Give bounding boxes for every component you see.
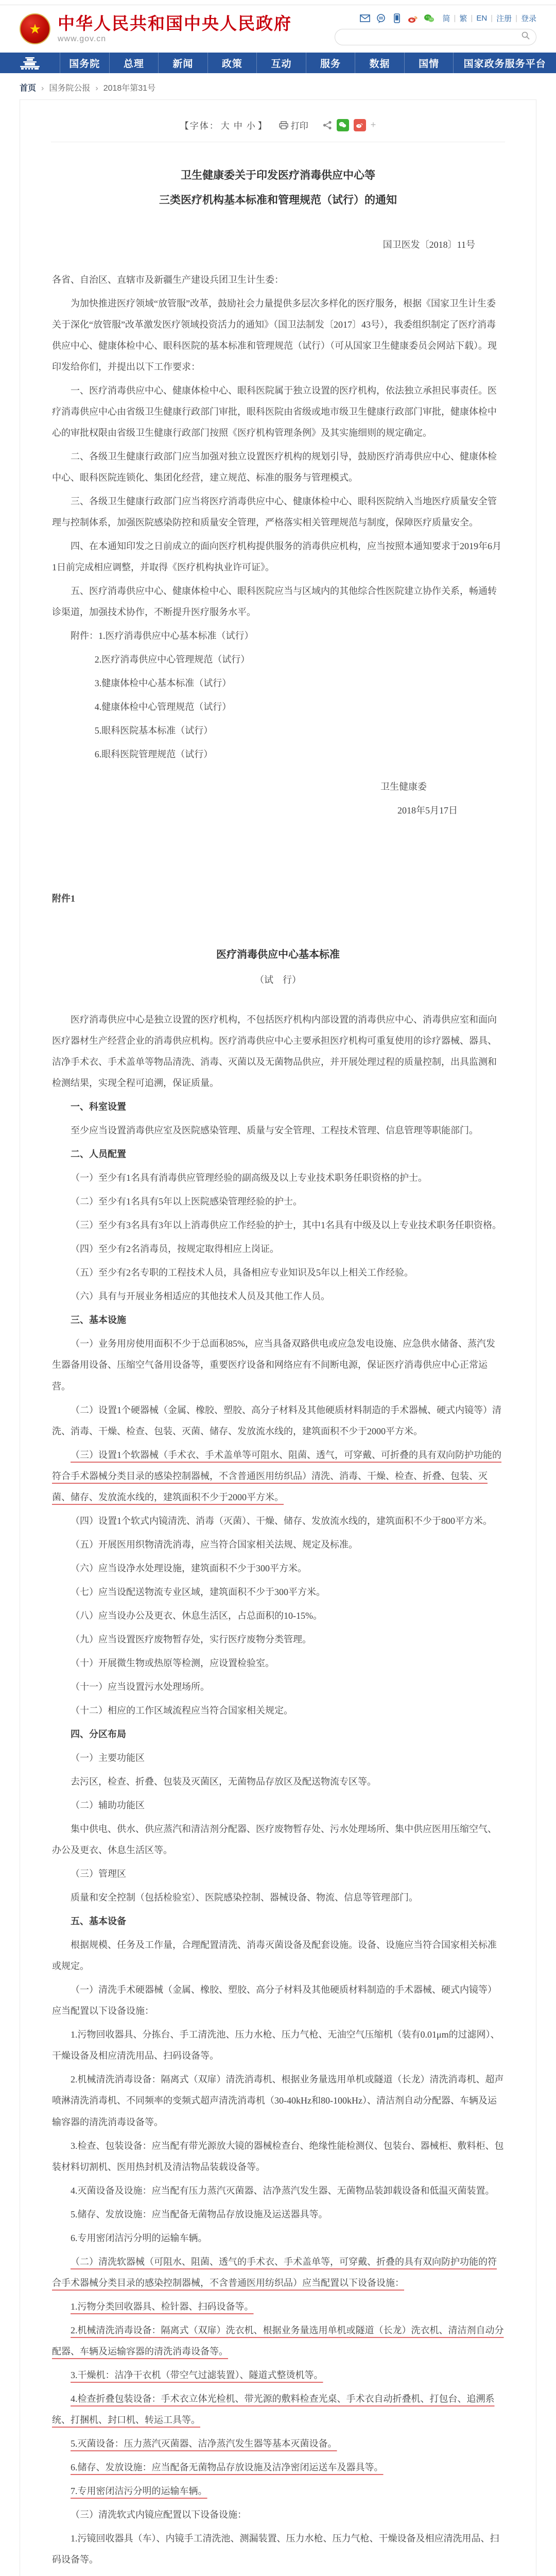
article-paragraph-67 bbox=[52, 2573, 504, 2576]
article-paragraph-45: 集中供电、供水、供应蒸汽和清洁剂分配器、医疗废物暂存处、污水处理场所、集中供应医用压缩空气、办公及更衣、休息生活区等。 bbox=[52, 1824, 497, 1856]
article-paragraph-61: 4.检查折叠包装设备：手术衣立体光检机、带光源的敷料检查光桌、手术衣自动折叠机、打包台、追溯系统、打捆机、封口机、转运工具等。 bbox=[52, 2393, 495, 2425]
article-paragraph-15: 附件1 bbox=[52, 893, 75, 904]
doc-number: 国卫医发〔2018〕11号 bbox=[383, 239, 475, 250]
article-paragraph-52: 2.机械清洗消毒设备：隔离式（双扉）清洗消毒机、根据业务量选用单机或隧道（长龙）清洗消毒机、超声喷淋清洗消毒机、不同频率的变频式超声清洗消毒机（30-40kHz和80-100kHz）、清洁剂自动分配器、车辆及运输容器的清洗消毒设备等。 bbox=[52, 2074, 504, 2127]
nav-item-3[interactable]: 政策 bbox=[207, 53, 257, 73]
article-paragraph-21: 二、人员配置 bbox=[71, 1149, 126, 1160]
article-paragraph-14: 2018年5月17日 bbox=[397, 805, 458, 816]
article-paragraph-32: （四）设置1个软式内镜清洗、消毒（灭菌）、干燥、储存、发放流水线的，建筑面积不少于800平方米。 bbox=[71, 1515, 492, 1526]
search-box[interactable] bbox=[335, 29, 536, 45]
article-paragraph-10: 4.健康体检中心管理规范（试行） bbox=[94, 702, 232, 713]
font-size-button-0[interactable]: 大 bbox=[220, 121, 231, 131]
article-paragraph-65: （三）清洗软式内镜应配置以下设备设施： bbox=[71, 2510, 247, 2520]
share-icon[interactable] bbox=[323, 121, 332, 130]
nav-item-8[interactable]: 国家政务服务平台 bbox=[453, 53, 556, 73]
lang-separator: | bbox=[454, 14, 456, 23]
article-paragraph-5: 四、在本通知印发之日前成立的面向医疗机构提供服务的消毒供应机构，应当按照本通知要求于2019年6月1日前完成相应调整，并取得《医疗机构执业许可证》。 bbox=[52, 540, 501, 572]
article-paragraph-36: （八）应当设办公及更衣、休息生活区，占总面积的10-15%。 bbox=[71, 1610, 322, 1621]
site-logo[interactable] bbox=[20, 13, 292, 44]
main-nav bbox=[0, 53, 556, 73]
share-group bbox=[323, 119, 376, 131]
article-paragraph-35: （七）应当设配送物流专业区域，建筑面积不少于300平方米。 bbox=[71, 1586, 325, 1597]
article-paragraph-30: （二）设置1个硬器械（金属、橡胶、塑胶、高分子材料及其他硬质材料制造的手术器械、硬式内镜等）清洗、消毒、干燥、检查、包装、灭菌、储存、发放流水线的，建筑面积不少于2000平方米。 bbox=[52, 1404, 501, 1436]
mobile-icon[interactable] bbox=[391, 13, 403, 24]
article-paragraph-44: （二）辅助功能区 bbox=[71, 1800, 145, 1811]
lang-separator: | bbox=[515, 14, 517, 23]
font-size-button-2[interactable]: 小 bbox=[246, 121, 256, 131]
article-paragraph-4: 三、各级卫生健康行政部门应当将医疗消毒供应中心、健康体检中心、眼科医院纳入当地医疗质量安全管理与控制体系，加强医院感染防控和质量安全管理，严格落实相关管理规范与制度，保障医疗质量安全。 bbox=[52, 496, 497, 528]
more-share-button[interactable]: + bbox=[370, 120, 376, 130]
lang-separator: | bbox=[491, 14, 493, 23]
doc-body bbox=[52, 269, 504, 2576]
article-paragraph-25: （四）至少有2名消毒员，按规定取得相应上岗证。 bbox=[71, 1244, 279, 1255]
breadcrumb bbox=[0, 73, 556, 99]
article-paragraph-48: 五、基本设备 bbox=[71, 1916, 126, 1927]
article-paragraph-40: （十二）相应的工作区域流程应当符合国家相关规定。 bbox=[71, 1705, 293, 1716]
font-size-button-1[interactable]: 中 bbox=[233, 121, 244, 131]
breadcrumb-item-1[interactable]: 国务院公报 bbox=[49, 84, 91, 93]
article-paragraph-54: 4.灭菌设备及设施：应当配有压力蒸汽灭菌器、洁净蒸汽发生器、无菌物品装卸载设备和低温灭菌装置。 bbox=[71, 2185, 495, 2196]
article-paragraph-57: （二）清洗软器械（可阻水、阻菌、透气的手术衣、手术盖单等，可穿戴、折叠的具有双向防护功能的符合手术器械分类目录的感染控制器械，不含普通医用纺织品）应当配置以下设备设施： bbox=[52, 2256, 497, 2288]
article-paragraph-47: 质量和安全控制（包括检验室）、医院感染控制、器械设备、物流、信息等管理部门。 bbox=[71, 1892, 418, 1903]
article-paragraph-16: 医疗消毒供应中心基本标准 bbox=[216, 949, 340, 961]
nav-item-5[interactable]: 服务 bbox=[306, 53, 355, 73]
article-paragraph-51: 1.污物回收器具、分拣台、手工清洗池、压力水枪、压力气枪、无油空气压缩机（装有0.01μm的过滤网）、干燥设备及相应清洗用品、扫码设备等。 bbox=[52, 2029, 500, 2061]
article-paragraph-33: （五）开展医用织物清洗消毒，应当符合国家相关法规、规定及标准。 bbox=[71, 1539, 358, 1550]
mail-icon[interactable] bbox=[359, 13, 371, 24]
weibo-icon[interactable] bbox=[407, 13, 419, 24]
article-paragraph-60: 3.干燥机：洁净干衣机（带空气过滤装置）、隧道式整烫机等。 bbox=[71, 2369, 323, 2380]
article-paragraph-2: 一、医疗消毒供应中心、健康体检中心、眼科医院属于独立设置的医疗机构，依法独立承担民事责任。医疗消毒供应中心由省级卫生健康行政部门审批，眼科医院由省级或地市级卫生健康行政部门审批，健康体检中心的审批权限由省级卫生健康行政部门按照《医疗机构管理条例》及其实施细则的规定确定。 bbox=[52, 385, 497, 438]
search-icon[interactable] bbox=[522, 31, 530, 42]
article-paragraph-31: （三）设置1个软器械（手术衣、手术盖单等可阻水、阻菌、透气，可穿戴、可折叠的具有双向防护功能的符合手术器械分类目录的感染控制器械，不含普通医用纺织品）清洗、消毒、干燥、检查、折叠、包装、灭菌、储存、发放流水线的，建筑面积不少于2000平方米。 bbox=[52, 1449, 501, 1502]
national-emblem-icon: ★ bbox=[20, 13, 50, 44]
article-paragraph-7: 附件：1.医疗消毒供应中心基本标准（试行） bbox=[71, 631, 254, 641]
printer-icon bbox=[279, 121, 288, 129]
article-paragraph-1: 为加快推进医疗领域“放管服”改革，鼓励社会力量提供多层次多样化的医疗服务，根据《国家卫生计生委关于深化“放管服”改革激发医疗领域投资活力的通知》（国卫法制发〔2017〕43号），我委组织制定了医疗消毒供应中心、健康体检中心、眼科医院的基本标准和管理规范（试行）（可从国家卫生健康委员会网站下载）。现印发给你们，并提出以下工作要求： bbox=[52, 298, 497, 372]
article-paragraph-23: （二）至少有1名具有5年以上医院感染管理经验的护士。 bbox=[71, 1196, 302, 1207]
article-paragraph-37: （九）应当设置医疗废物暂存处，实行医疗废物分类管理。 bbox=[71, 1634, 311, 1645]
site-header bbox=[0, 5, 556, 53]
nav-item-7[interactable]: 国情 bbox=[404, 53, 454, 73]
wechat-share-icon[interactable] bbox=[337, 119, 349, 131]
doc-toolbar bbox=[20, 100, 536, 142]
article-paragraph-8: 2.医疗消毒供应中心管理规范（试行） bbox=[94, 654, 250, 665]
font-ctl-suffix: 】 bbox=[257, 121, 268, 131]
nav-home-tiananmen-icon[interactable] bbox=[0, 53, 60, 73]
article-paragraph-20: 至少应当设置消毒供应室及医院感染管理、质量与安全管理、工程技术管理、信息管理等职能部门。 bbox=[71, 1125, 478, 1136]
article-paragraph-64: 7.专用密闭洁污分明的运输车辆。 bbox=[71, 2486, 207, 2496]
doc-title-line1: 卫生健康委关于印发医疗消毒供应中心等 bbox=[181, 169, 375, 181]
article-paragraph-29: （一）业务用房使用面积不少于总面积85%，应当具备双路供电或应急发电设施、应急供水储备、蒸汽发生器备用设备、压缩空气备用设备等，重要医疗设备和网络应有不间断电源，保证医疗消毒供应中心正常运营。 bbox=[52, 1338, 495, 1392]
article-paragraph-62: 5.灭菌设备：压力蒸汽灭菌器、洁净蒸汽发生器等基本灭菌设备。 bbox=[71, 2438, 337, 2449]
article-paragraph-42: （一）主要功能区 bbox=[71, 1753, 145, 1763]
header-quick-links bbox=[359, 13, 536, 24]
article-paragraph-41: 四、分区布局 bbox=[71, 1728, 126, 1739]
nav-item-2[interactable]: 新闻 bbox=[158, 53, 207, 73]
article-paragraph-56: 6.专用密闭洁污分明的运输车辆。 bbox=[71, 2232, 207, 2243]
nav-item-4[interactable]: 互动 bbox=[256, 53, 306, 73]
article-paragraph-18: 医疗消毒供应中心是独立设置的医疗机构，不包括医疗机构内部设置的消毒供应中心、消毒供应室和面向医疗器材生产经营企业的消毒供应机构。医疗消毒供应中心主要承担医疗机构可重复使用的诊疗器械、器具、洁净手术衣、手术盖单等物品清洗、消毒、灭菌以及无菌物品供应，并开展处理过程的质量控制，出具监测和检测结果，实现全程可追溯，保证质量。 bbox=[52, 1014, 497, 1089]
lang-link-登录[interactable]: 登录 bbox=[520, 14, 536, 23]
article-paragraph-46: （三）管理区 bbox=[71, 1869, 126, 1879]
breadcrumb-separator: › bbox=[95, 84, 98, 93]
wechat-icon[interactable] bbox=[423, 13, 435, 24]
article-paragraph-26: （五）至少有2名专职的工程技术人员，具备相应专业知识及5年以上相关工作经验。 bbox=[71, 1267, 413, 1278]
article-paragraph-19: 一、科室设置 bbox=[71, 1101, 126, 1112]
lang-link-EN[interactable]: EN bbox=[476, 14, 488, 23]
breadcrumb-item-2[interactable]: 2018年第31号 bbox=[103, 84, 156, 93]
lang-separator: | bbox=[471, 14, 473, 23]
article-paragraph-53: 3.检查、包装设备：应当配有带光源放大镜的器械检查台、绝缘性能检测仪、包装台、器械柜、敷料柜、包装材料切割机、医用热封机及清洁物品装载设备等。 bbox=[52, 2140, 504, 2172]
content-box bbox=[20, 99, 536, 2576]
article-paragraph-9: 3.健康体检中心基本标准（试行） bbox=[94, 678, 232, 689]
article-paragraph-28: 三、基本设施 bbox=[71, 1315, 126, 1326]
weibo-share-icon[interactable] bbox=[354, 119, 366, 131]
article-paragraph-58: 1.污物分类回收器具、检针器、扫码设备等。 bbox=[71, 2301, 254, 2312]
article-paragraph-39: （十一）应当设置污水处理场所。 bbox=[71, 1681, 210, 1692]
lang-link-简[interactable]: 简 bbox=[442, 14, 450, 23]
site-title: 中华人民共和国中央人民政府 bbox=[58, 14, 292, 33]
font-ctl-prefix: 【字体： bbox=[180, 121, 219, 131]
search-input[interactable] bbox=[341, 32, 522, 42]
article-paragraph-6: 五、医疗消毒供应中心、健康体检中心、眼科医院应当与区域内的其他综合性医院建立协作关系，畅通转诊渠道，加强技术协作，不断提升医疗服务水平。 bbox=[52, 586, 497, 618]
article-paragraph-3: 二、各级卫生健康行政部门应当加强对独立设置医疗机构的规划引导，鼓励医疗消毒供应中心、健康体检中心、眼科医院连锁化、集团化经营，建立规范、标准的服务与管理模式。 bbox=[52, 451, 497, 483]
top-divider bbox=[0, 0, 556, 5]
breadcrumb-item-0[interactable]: 首页 bbox=[20, 84, 37, 93]
article-paragraph-66: 1.污镜回收器具（车）、内镜手工清洗池、测漏装置、压力水枪、压力气枪、干燥设备及相应清洗用品、扫码设备等。 bbox=[52, 2533, 499, 2565]
print-button[interactable]: 打印 bbox=[279, 118, 308, 131]
article-paragraph-11: 5.眼科医院基本标准（试行） bbox=[94, 725, 213, 736]
nav-item-1[interactable]: 总理 bbox=[109, 53, 159, 73]
article-paragraph-38: （十）开展微生物或热原等检测，应设置检验室。 bbox=[71, 1657, 274, 1668]
article-paragraph-59: 2.机械清洗消毒设备：隔离式（双扉）洗衣机、根据业务量选用单机或隧道（长龙）洗衣机、清洁剂自动分配器、车辆及运输容器的清洗消毒设备等。 bbox=[52, 2325, 504, 2357]
article-paragraph-43: 去污区，检查、折叠、包装及灭菌区，无菌物品存放区及配送物流专区等。 bbox=[71, 1776, 376, 1787]
lang-link-注册[interactable]: 注册 bbox=[496, 14, 512, 23]
article-paragraph-13: 卫生健康委 bbox=[380, 782, 427, 792]
article-paragraph-12: 6.眼科医院管理规范（试行） bbox=[94, 749, 213, 760]
nav-item-6[interactable]: 数据 bbox=[355, 53, 404, 73]
article-paragraph-17: （试 行） bbox=[255, 974, 301, 985]
font-size-control bbox=[180, 118, 268, 131]
article-paragraph-55: 5.储存、发放设施：应当配备无菌物品存放设施及运送器具等。 bbox=[71, 2209, 328, 2219]
article-paragraph-24: （三）至少有3名具有3年以上消毒供应工作经验的护士，其中1名具有中级及以上专业技术职务任职资格。 bbox=[71, 1220, 501, 1231]
article-paragraph-27: （六）具有与开展业务相适应的其他技术人员及其他工作人员。 bbox=[71, 1291, 330, 1302]
doc-title-line2: 三类医疗机构基本标准和管理规范（试行）的通知 bbox=[159, 194, 397, 207]
article-paragraph-34: （六）应当设净水处理设施，建筑面积不少于300平方米。 bbox=[71, 1563, 307, 1573]
breadcrumb-separator: › bbox=[41, 84, 44, 93]
nav-item-0[interactable]: 国务院 bbox=[60, 53, 109, 73]
article-paragraph-22: （一）至少有1名具有消毒供应管理经验的副高级及以上专业技术职务任职资格的护士。 bbox=[71, 1173, 427, 1183]
article-paragraph-63: 6.储存、发放设施：应当配备无菌物品存放设施及洁净密闭运送车及器具等。 bbox=[71, 2462, 384, 2472]
lang-links bbox=[442, 13, 536, 24]
article-paragraph-50: （一）清洗手术硬器械（金属、橡胶、塑胶、高分子材料及其他硬质材料制造的手术器械、硬式内镜等）应当配置以下设备设施： bbox=[52, 1985, 497, 2016]
article-paragraph-0: 各省、自治区、直辖市及新疆生产建设兵团卫生计生委： bbox=[52, 274, 284, 285]
article-paragraph-49: 根据规模、任务及工作量，合理配置清洗、消毒灭菌设备及配套设施。设备、设施应当符合国家相关标准或规定。 bbox=[52, 1940, 497, 1972]
lang-link-繁[interactable]: 繁 bbox=[459, 14, 467, 23]
article bbox=[20, 142, 536, 2576]
message-icon[interactable] bbox=[375, 13, 387, 24]
site-url: www.gov.cn bbox=[58, 34, 107, 43]
